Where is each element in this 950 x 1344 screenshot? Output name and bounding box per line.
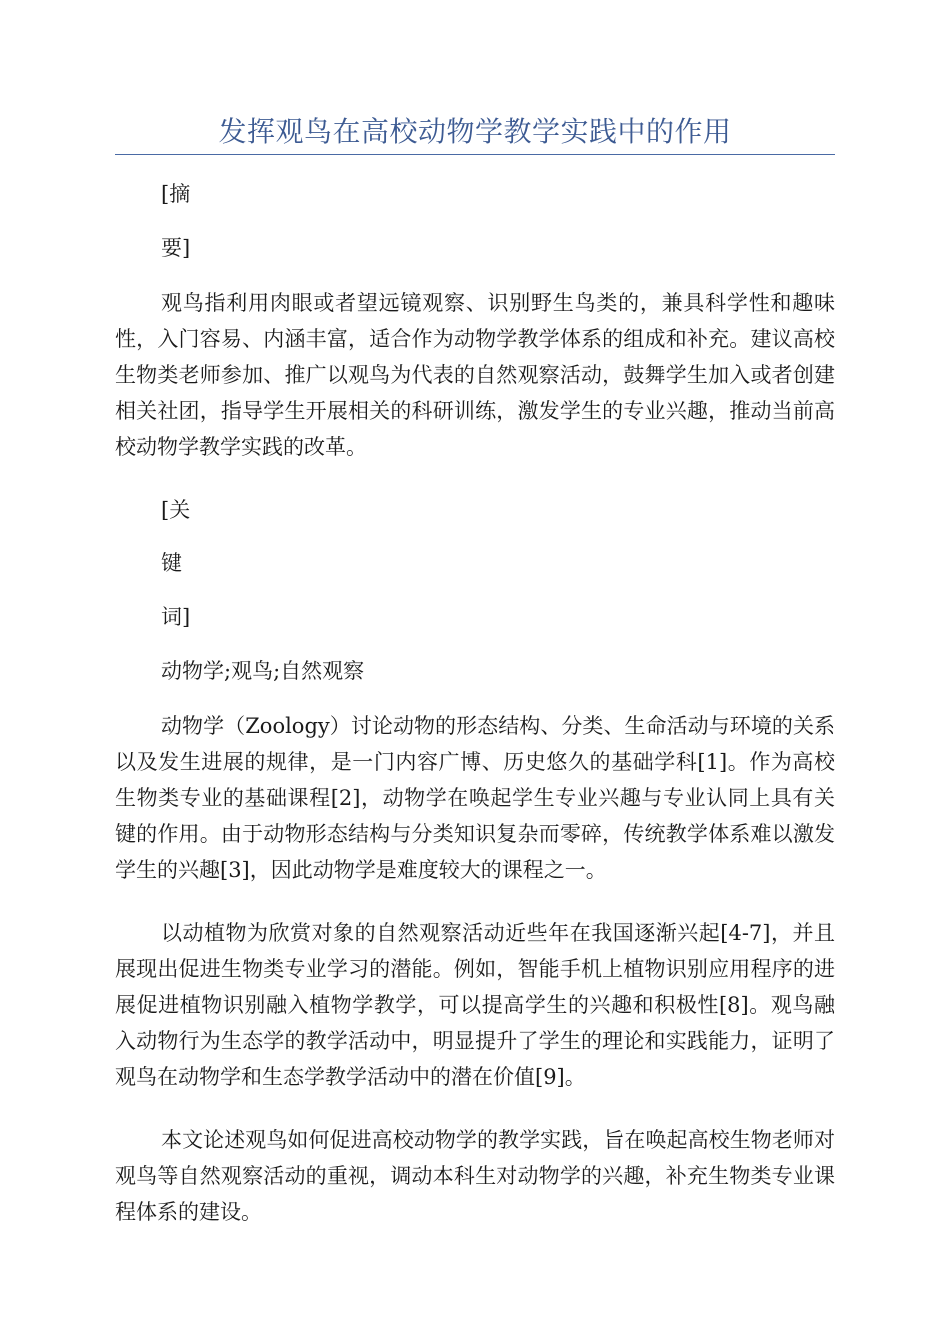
abstract-label-part1: [摘 [161, 182, 191, 206]
body-paragraph-1: 动物学（Zoology）讨论动物的形态结构、分类、生命活动与环境的关系以及发生进展的规律，是一门内容广博、历史悠久的基础学科[1]。作为高校生物类专业的基础课程[2]，动物学在唤起学生专业兴趣与专业认同上具有关键的作用。由于动物形态结构与分类知识复杂而零碎，传统教学体系难以激发学生的兴趣[3]，因此动物学是难度较大的课程之一。 [115, 714, 835, 882]
body-paragraph-2: 以动植物为欣赏对象的自然观察活动近些年在我国逐渐兴起[4-7]，并且展现出促进生物类专业学习的潜能。例如，智能手机上植物识别应用程序的进展促进植物识别融入植物学教学，可以提高学生的兴趣和积极性[8]。观鸟融入动物行为生态学的教学活动中，明显提升了学生的理论和实践能力，证明了观鸟在动物学和生态学教学活动中的潜在价值[9]。 [115, 921, 835, 1089]
abstract-text: 观鸟指利用肉眼或者望远镜观察、识别野生鸟类的，兼具科学性和趣味性，入门容易、内涵丰富，适合作为动物学教学体系的组成和补充。建议高校生物类老师参加、推广以观鸟为代表的自然观察活动，鼓舞学生加入或者创建相关社团，指导学生开展相关的科研训练，激发学生的专业兴趣，推动当前高校动物学教学实践的改革。 [115, 291, 835, 459]
body-paragraph-3: 本文论述观鸟如何促进高校动物学的教学实践，旨在唤起高校生物老师对观鸟等自然观察活动的重视，调动本科生对动物学的兴趣，补充生物类专业课程体系的建设。 [115, 1128, 835, 1224]
keywords-text: 动物学;观鸟;自然观察 [161, 659, 365, 683]
document-title: 发挥观鸟在高校动物学教学实践中的作用 [218, 115, 732, 148]
keywords-label-part1: [关 [161, 498, 191, 522]
title-underline [115, 154, 835, 155]
abstract-label-part2: 要] [161, 236, 191, 260]
keywords-label-part3: 词] [161, 605, 191, 629]
keywords-label-part2: 键 [161, 551, 182, 575]
